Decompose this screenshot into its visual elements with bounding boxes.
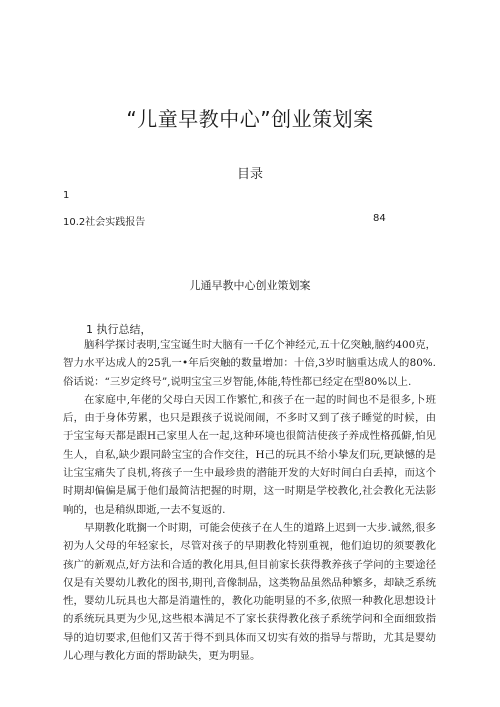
toc-number: 1	[63, 190, 70, 201]
toc-entry-page: 84	[373, 213, 386, 224]
body-text	[63, 336, 436, 665]
toc-heading: 目录	[236, 167, 263, 182]
section-heading: 1 执行总结，	[86, 323, 152, 336]
toc-entry-label[interactable]: 10.2社会实践报告	[63, 217, 146, 228]
paragraph: 在家庭中,年佬的父母白天因工作繁忙,和孩子在一起的时间也不是很多,卜班后，由于身体劳累，也只是跟孩子说说闹闹，不多时又到了孩子睡觉的时候，由于宝宝每天都是跟H己家里人在一起,这种环境也很简洁使孩子养成性格孤僻,怕见生人，自私,缺少跟同龄宝宝的合作交往，H己的玩具不给小挚友们玩,更缺憾的是让宝宝痛失了良机,将孩子一生中最珍贵的潜能开发的大好时间白白丢掉，而这个时期却偏偏是属于他们最简洁把握的时期，这一时期是学校教化,社会教化无法影响的，也是稍纵即逝,一去不复返的.	[63, 393, 436, 516]
document-main-title: “儿童早教中心”创业策划案	[126, 107, 374, 131]
paragraph: 脑科学探讨表明,宝宝诞生时大脑有一千亿个神经元,五十亿突触,脑约400克，智力水平达成人的25乳一•年后突触的数量增加：十倍,3岁时脑重达成人的80%.俗话说：“三岁定终号”,说明宝宝三岁智能,体能,特性都已经定在型80%以上.	[63, 339, 436, 388]
paragraph: 早期教化耽搁一个时期，可能会使孩子在人生的道路上迟到一大步.诚然,很多初为人父母的年轻家长，尽管对孩子的早期教化特别重视，他们迫切的须要教化孩广的新观点,好方法和合适的教化用具,但目前家长获得教养孩子学问的主要途径仅是有关婴幼儿教化的图书,期刊,音像制品，这类物品虽然品种繁多，却缺乏系统性，婴幼儿玩具也大都是消遣性的，教化功能明显的不多,依照一种教化思想设计的系统玩具更为少见,这些根本满足不了家长获得教化孩子系统学问和全面细致指导的迫切要求,但他们又苦于得不到具体而又切实有效的指导与帮助，尤其是婴幼儿心理与教化方面的帮助缺失，更为明显。	[63, 521, 436, 663]
document-title: 儿通早教中心创业策划案	[189, 279, 311, 292]
